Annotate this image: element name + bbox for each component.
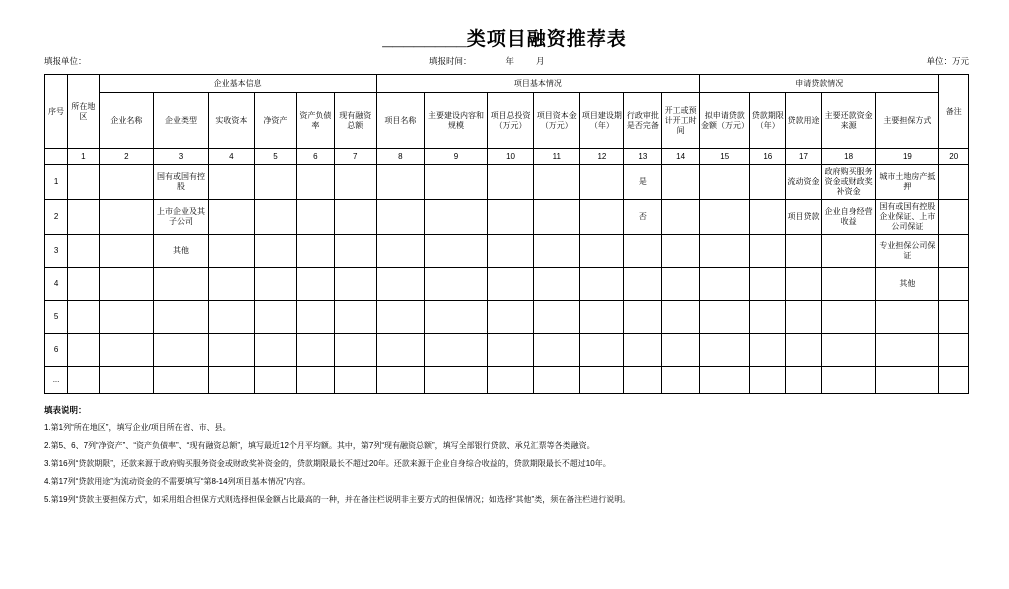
form-instructions bbox=[44, 406, 974, 513]
cell-loan-amount[interactable] bbox=[700, 301, 750, 334]
cell-guarantee-type[interactable]: 城市土地房产抵押 bbox=[876, 165, 939, 200]
header-guarantee-type: 主要担保方式 bbox=[876, 93, 939, 149]
cell-project-capital[interactable] bbox=[534, 235, 580, 268]
cell-guarantee-type[interactable] bbox=[876, 301, 939, 334]
cell-project-capital[interactable] bbox=[534, 334, 580, 367]
cell-total-investment[interactable] bbox=[487, 235, 533, 268]
cell-project-name[interactable] bbox=[376, 367, 424, 394]
cell-remark[interactable] bbox=[939, 200, 969, 235]
cell-debt-ratio[interactable] bbox=[296, 268, 334, 301]
colnum-9: 9 bbox=[424, 149, 487, 165]
cell-start-time[interactable] bbox=[662, 165, 700, 200]
cell-repay-source[interactable]: 政府购买服务资金或财政奖补资金 bbox=[821, 165, 876, 200]
cell-remark[interactable] bbox=[939, 268, 969, 301]
cell-loan-term[interactable] bbox=[750, 367, 786, 394]
cell-start-time[interactable] bbox=[662, 367, 700, 394]
cell-loan-term[interactable] bbox=[750, 235, 786, 268]
cell-project-capital[interactable] bbox=[534, 165, 580, 200]
cell-loan-term[interactable] bbox=[750, 200, 786, 235]
cell-approval-complete[interactable] bbox=[624, 367, 662, 394]
cell-main-content-scale[interactable] bbox=[424, 268, 487, 301]
colnum-10: 10 bbox=[487, 149, 533, 165]
header-total-investment: 项目总投资（万元） bbox=[487, 93, 533, 149]
table-row[interactable] bbox=[45, 268, 969, 301]
instruction-item-4: 4.第17列“贷款用途”为流动资金的不需要填写“第8-14列项目基本情况”内容。 bbox=[44, 476, 311, 486]
cell-region[interactable] bbox=[68, 367, 99, 394]
cell-loan-amount[interactable] bbox=[700, 200, 750, 235]
table-header-row bbox=[45, 93, 969, 149]
cell-guarantee-type[interactable]: 其他 bbox=[876, 268, 939, 301]
table-row[interactable] bbox=[45, 301, 969, 334]
colnum-3: 3 bbox=[154, 149, 209, 165]
colnum-blank bbox=[45, 149, 68, 165]
cell-company-name[interactable] bbox=[99, 367, 154, 394]
colnum-8: 8 bbox=[376, 149, 424, 165]
cell-net-assets[interactable] bbox=[254, 165, 296, 200]
report-date-label: 填报时间： bbox=[429, 56, 472, 66]
cell-guarantee-type[interactable] bbox=[876, 334, 939, 367]
colnum-19: 19 bbox=[876, 149, 939, 165]
cell-region[interactable] bbox=[68, 235, 99, 268]
colnum-1: 1 bbox=[68, 149, 99, 165]
cell-construction-period[interactable] bbox=[580, 367, 624, 394]
colnum-6: 6 bbox=[296, 149, 334, 165]
colnum-5: 5 bbox=[254, 149, 296, 165]
table-group-header-row bbox=[45, 75, 969, 93]
cell-start-time[interactable] bbox=[662, 235, 700, 268]
colnum-7: 7 bbox=[334, 149, 376, 165]
cell-guarantee-type[interactable]: 国有或国有控股企业保证、上市公司保证 bbox=[876, 200, 939, 235]
cell-company-name[interactable] bbox=[99, 334, 154, 367]
cell-project-name[interactable] bbox=[376, 235, 424, 268]
cell-guarantee-type[interactable]: 专业担保公司保证 bbox=[876, 235, 939, 268]
cell-seq: ... bbox=[45, 367, 68, 394]
header-loan-amount: 拟申请贷款金额（万元） bbox=[700, 93, 750, 149]
cell-repay-source[interactable] bbox=[821, 268, 876, 301]
cell-start-time[interactable] bbox=[662, 301, 700, 334]
cell-loan-term[interactable] bbox=[750, 268, 786, 301]
cell-paidin-capital[interactable] bbox=[208, 235, 254, 268]
cell-project-capital[interactable] bbox=[534, 200, 580, 235]
cell-debt-ratio[interactable] bbox=[296, 367, 334, 394]
cell-paidin-capital[interactable] bbox=[208, 301, 254, 334]
header-project-name: 项目名称 bbox=[376, 93, 424, 149]
cell-company-type[interactable] bbox=[154, 334, 209, 367]
instruction-item-2: 2.第5、6、7列“净资产”、“资产负债率”、“现有融资总额”，填写最近12个月平均额。其中，第7列“现有融资总额”，填写全部银行贷款、承兑汇票等各类融资。 bbox=[44, 441, 595, 451]
cell-start-time[interactable] bbox=[662, 200, 700, 235]
cell-company-type[interactable]: 上市企业及其子公司 bbox=[154, 200, 209, 235]
cell-main-content-scale[interactable] bbox=[424, 367, 487, 394]
cell-loan-amount[interactable] bbox=[700, 367, 750, 394]
header-loan-use: 贷款用途 bbox=[786, 93, 822, 149]
title-text: 类项目融资推荐表 bbox=[466, 29, 627, 50]
cell-loan-amount[interactable] bbox=[700, 268, 750, 301]
cell-total-investment[interactable] bbox=[487, 367, 533, 394]
cell-remark[interactable] bbox=[939, 367, 969, 394]
colnum-16: 16 bbox=[750, 149, 786, 165]
cell-seq: 5 bbox=[45, 301, 68, 334]
cell-approval-complete[interactable] bbox=[624, 235, 662, 268]
cell-debt-ratio[interactable] bbox=[296, 165, 334, 200]
header-debt-ratio: 资产负债率 bbox=[296, 93, 334, 149]
page-title bbox=[0, 24, 1009, 51]
cell-construction-period[interactable] bbox=[580, 200, 624, 235]
cell-main-content-scale[interactable] bbox=[424, 334, 487, 367]
year-label: 年 bbox=[505, 56, 515, 66]
cell-company-type[interactable] bbox=[154, 367, 209, 394]
cell-company-type[interactable]: 其他 bbox=[154, 235, 209, 268]
cell-paidin-capital[interactable] bbox=[208, 268, 254, 301]
meta-row bbox=[44, 55, 969, 69]
cell-approval-complete[interactable]: 否 bbox=[624, 200, 662, 235]
cell-loan-use[interactable] bbox=[786, 235, 822, 268]
cell-debt-ratio[interactable] bbox=[296, 301, 334, 334]
header-region: 所在地区 bbox=[68, 75, 99, 149]
cell-net-assets[interactable] bbox=[254, 301, 296, 334]
cell-loan-use[interactable] bbox=[786, 301, 822, 334]
group-project-info: 项目基本情况 bbox=[376, 75, 699, 93]
cell-start-time[interactable] bbox=[662, 268, 700, 301]
cell-approval-complete[interactable] bbox=[624, 301, 662, 334]
header-company-type: 企业类型 bbox=[154, 93, 209, 149]
cell-loan-use[interactable]: 流动资金 bbox=[786, 165, 822, 200]
cell-construction-period[interactable] bbox=[580, 235, 624, 268]
cell-construction-period[interactable] bbox=[580, 165, 624, 200]
cell-existing-financing[interactable] bbox=[334, 235, 376, 268]
cell-region[interactable] bbox=[68, 268, 99, 301]
colnum-18: 18 bbox=[821, 149, 876, 165]
cell-company-type[interactable]: 国有或国有控股 bbox=[154, 165, 209, 200]
cell-paidin-capital[interactable] bbox=[208, 367, 254, 394]
cell-net-assets[interactable] bbox=[254, 334, 296, 367]
cell-main-content-scale[interactable] bbox=[424, 200, 487, 235]
cell-loan-amount[interactable] bbox=[700, 165, 750, 200]
cell-loan-use[interactable] bbox=[786, 367, 822, 394]
report-unit-label: 填报单位： bbox=[44, 56, 87, 66]
cell-construction-period[interactable] bbox=[580, 334, 624, 367]
cell-project-name[interactable] bbox=[376, 268, 424, 301]
header-loan-term: 贷款期限（年） bbox=[750, 93, 786, 149]
cell-repay-source[interactable]: 企业自身经营收益 bbox=[821, 200, 876, 235]
cell-company-type[interactable] bbox=[154, 268, 209, 301]
recommendation-table bbox=[44, 74, 969, 394]
cell-repay-source[interactable] bbox=[821, 235, 876, 268]
cell-repay-source[interactable] bbox=[821, 334, 876, 367]
cell-net-assets[interactable] bbox=[254, 367, 296, 394]
title-blank: ________ bbox=[382, 29, 467, 50]
table-row[interactable] bbox=[45, 200, 969, 235]
header-start-time: 开工或预计开工时间 bbox=[662, 93, 700, 149]
cell-region[interactable] bbox=[68, 165, 99, 200]
cell-total-investment[interactable] bbox=[487, 334, 533, 367]
cell-existing-financing[interactable] bbox=[334, 367, 376, 394]
header-approval-complete: 行政审批是否完备 bbox=[624, 93, 662, 149]
instruction-item-1: 1.第1列“所在地区”，填写企业/项目所在省、市、县。 bbox=[44, 423, 231, 433]
table-row[interactable] bbox=[45, 334, 969, 367]
cell-region[interactable] bbox=[68, 301, 99, 334]
cell-project-name[interactable] bbox=[376, 334, 424, 367]
cell-existing-financing[interactable] bbox=[334, 334, 376, 367]
table-row[interactable] bbox=[45, 165, 969, 200]
cell-remark[interactable] bbox=[939, 334, 969, 367]
cell-start-time[interactable] bbox=[662, 334, 700, 367]
instruction-item-5: 5.第19列“贷款主要担保方式”，如采用组合担保方式则选择担保金额占比最高的一种，并在备注栏说明非主要方式的担保情况；如选择“其他”类，须在备注栏进行说明。 bbox=[44, 494, 631, 504]
cell-paidin-capital[interactable] bbox=[208, 165, 254, 200]
cell-debt-ratio[interactable] bbox=[296, 235, 334, 268]
header-construction-period: 项目建设期（年） bbox=[580, 93, 624, 149]
column-number-row bbox=[45, 149, 969, 165]
cell-existing-financing[interactable] bbox=[334, 268, 376, 301]
cell-existing-financing[interactable] bbox=[334, 165, 376, 200]
header-project-capital: 项目资本金（万元） bbox=[534, 93, 580, 149]
cell-total-investment[interactable] bbox=[487, 200, 533, 235]
cell-debt-ratio[interactable] bbox=[296, 200, 334, 235]
cell-project-capital[interactable] bbox=[534, 301, 580, 334]
cell-existing-financing[interactable] bbox=[334, 200, 376, 235]
cell-company-name[interactable] bbox=[99, 268, 154, 301]
cell-project-name[interactable] bbox=[376, 165, 424, 200]
report-date-group bbox=[429, 55, 545, 67]
cell-company-name[interactable] bbox=[99, 301, 154, 334]
colnum-13: 13 bbox=[624, 149, 662, 165]
cell-total-investment[interactable] bbox=[487, 268, 533, 301]
cell-net-assets[interactable] bbox=[254, 200, 296, 235]
cell-seq: 3 bbox=[45, 235, 68, 268]
colnum-4: 4 bbox=[208, 149, 254, 165]
colnum-20: 20 bbox=[939, 149, 969, 165]
cell-repay-source[interactable] bbox=[821, 301, 876, 334]
cell-approval-complete[interactable] bbox=[624, 334, 662, 367]
cell-project-name[interactable] bbox=[376, 200, 424, 235]
cell-guarantee-type[interactable] bbox=[876, 367, 939, 394]
instructions-heading: 填表说明： bbox=[44, 405, 87, 415]
cell-remark[interactable] bbox=[939, 165, 969, 200]
colnum-14: 14 bbox=[662, 149, 700, 165]
cell-main-content-scale[interactable] bbox=[424, 235, 487, 268]
cell-project-name[interactable] bbox=[376, 301, 424, 334]
table-row[interactable] bbox=[45, 235, 969, 268]
cell-project-capital[interactable] bbox=[534, 367, 580, 394]
cell-seq: 4 bbox=[45, 268, 68, 301]
header-seq: 序号 bbox=[45, 75, 68, 149]
cell-seq: 1 bbox=[45, 165, 68, 200]
cell-seq: 6 bbox=[45, 334, 68, 367]
colnum-11: 11 bbox=[534, 149, 580, 165]
cell-project-capital[interactable] bbox=[534, 268, 580, 301]
cell-paidin-capital[interactable] bbox=[208, 334, 254, 367]
cell-seq: 2 bbox=[45, 200, 68, 235]
group-company-info: 企业基本信息 bbox=[99, 75, 376, 93]
cell-loan-term[interactable] bbox=[750, 301, 786, 334]
instruction-item-3: 3.第16列“贷款期限”，还款来源于政府购买服务资金或财政奖补资金的，贷款期限最长不超过20年。还款来源于企业自身综合收益的，贷款期限最长不超过10年。 bbox=[44, 458, 611, 468]
cell-company-name[interactable] bbox=[99, 165, 154, 200]
cell-total-investment[interactable] bbox=[487, 301, 533, 334]
header-repay-source: 主要还款资金来源 bbox=[821, 93, 876, 149]
cell-construction-period[interactable] bbox=[580, 268, 624, 301]
cell-debt-ratio[interactable] bbox=[296, 334, 334, 367]
cell-paidin-capital[interactable] bbox=[208, 200, 254, 235]
table-row[interactable] bbox=[45, 367, 969, 394]
cell-loan-use[interactable] bbox=[786, 334, 822, 367]
cell-company-name[interactable] bbox=[99, 200, 154, 235]
cell-main-content-scale[interactable] bbox=[424, 165, 487, 200]
header-main-content-scale: 主要建设内容和规模 bbox=[424, 93, 487, 149]
group-loan-info: 申请贷款情况 bbox=[700, 75, 939, 93]
cell-company-type[interactable] bbox=[154, 301, 209, 334]
cell-existing-financing[interactable] bbox=[334, 301, 376, 334]
cell-loan-amount[interactable] bbox=[700, 235, 750, 268]
cell-company-name[interactable] bbox=[99, 235, 154, 268]
header-paidin-capital: 实收资本 bbox=[208, 93, 254, 149]
cell-net-assets[interactable] bbox=[254, 268, 296, 301]
colnum-2: 2 bbox=[99, 149, 154, 165]
cell-loan-use[interactable]: 项目贷款 bbox=[786, 200, 822, 235]
header-company-name: 企业名称 bbox=[99, 93, 154, 149]
cell-repay-source[interactable] bbox=[821, 367, 876, 394]
colnum-15: 15 bbox=[700, 149, 750, 165]
cell-approval-complete[interactable] bbox=[624, 268, 662, 301]
currency-unit-label: 单位：万元 bbox=[926, 56, 969, 66]
cell-region[interactable] bbox=[68, 334, 99, 367]
header-net-assets: 净资产 bbox=[254, 93, 296, 149]
cell-net-assets[interactable] bbox=[254, 235, 296, 268]
colnum-17: 17 bbox=[786, 149, 822, 165]
header-existing-financing: 现有融资总额 bbox=[334, 93, 376, 149]
cell-loan-amount[interactable] bbox=[700, 334, 750, 367]
cell-total-investment[interactable] bbox=[487, 165, 533, 200]
cell-approval-complete[interactable]: 是 bbox=[624, 165, 662, 200]
month-label: 月 bbox=[536, 56, 545, 66]
cell-region[interactable] bbox=[68, 200, 99, 235]
cell-loan-term[interactable] bbox=[750, 165, 786, 200]
cell-remark[interactable] bbox=[939, 235, 969, 268]
header-remark: 备注 bbox=[939, 75, 969, 149]
cell-loan-term[interactable] bbox=[750, 334, 786, 367]
cell-construction-period[interactable] bbox=[580, 301, 624, 334]
colnum-12: 12 bbox=[580, 149, 624, 165]
cell-loan-use[interactable] bbox=[786, 268, 822, 301]
cell-main-content-scale[interactable] bbox=[424, 301, 487, 334]
cell-remark[interactable] bbox=[939, 301, 969, 334]
